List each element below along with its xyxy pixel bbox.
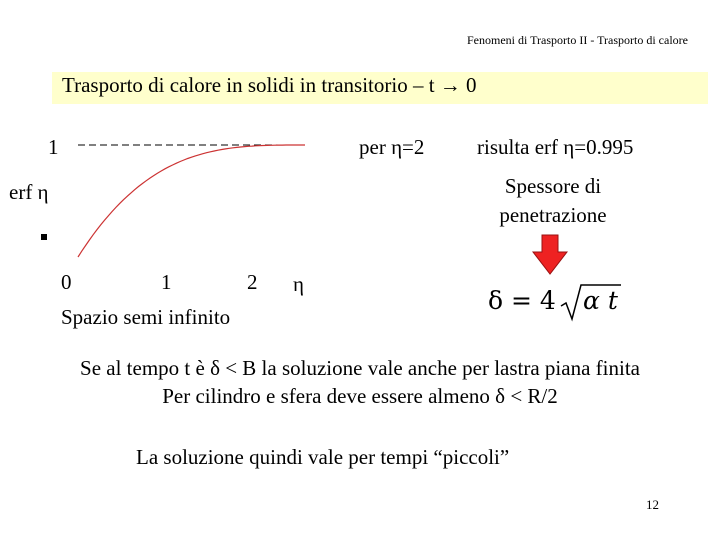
body-line-3: La soluzione quindi vale per tempi “piccoli” (136, 445, 510, 469)
formula-rhs: α t (583, 286, 618, 315)
x-tick-2: 2 (247, 270, 258, 294)
x-axis-label: η (293, 272, 304, 296)
x-tick-1: 1 (161, 270, 172, 294)
slide-header: Fenomeni di Trasporto II - Trasporto di calore (467, 33, 688, 47)
penetration-formula (486, 280, 624, 324)
body-line-1: Se al tempo t è δ < B la soluzione vale anche per lastra piana finita (80, 356, 640, 380)
page-number: 12 (646, 497, 659, 512)
condition-text: per η=2 (359, 135, 425, 159)
erf-graph (60, 135, 310, 265)
result-text: risulta erf η=0.995 (477, 135, 634, 159)
slide-title (62, 73, 477, 98)
penetration-line1: Spessore di (504, 174, 602, 198)
right-arrow-icon: → (439, 73, 461, 97)
origin-marker (41, 234, 47, 240)
formula-lhs: δ = 4 (488, 286, 556, 315)
x-tick-0: 0 (61, 270, 72, 294)
penetration-line2: penetrazione (499, 203, 607, 227)
title-value: 0 (466, 73, 477, 97)
title-text: Trasporto di calore in solidi in transitorio – t (62, 73, 435, 97)
erf-curve (78, 145, 305, 257)
down-arrow-icon (532, 234, 568, 276)
y-tick-one: 1 (48, 135, 59, 159)
y-axis-label: erf η (9, 180, 49, 204)
body-line-2: Per cilindro e sfera deve essere almeno δ < R/2 (162, 384, 558, 408)
graph-caption: Spazio semi infinito (61, 305, 231, 329)
